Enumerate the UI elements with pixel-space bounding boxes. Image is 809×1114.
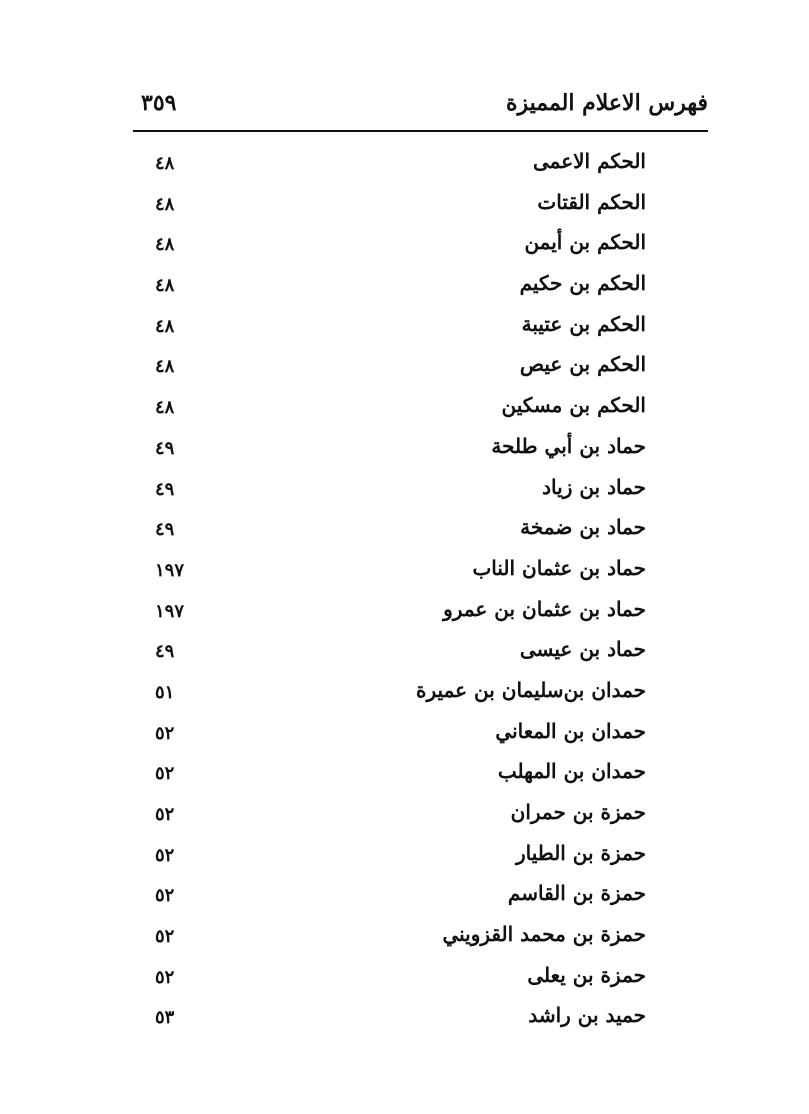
entry-name: حماد بن عيسى — [519, 637, 646, 662]
entry-page-number: ٤٨ — [155, 153, 175, 174]
entry-page-number: ٤٨ — [155, 356, 175, 378]
entry-page-number: ٤٨ — [155, 275, 175, 297]
index-entry — [0, 959, 809, 1000]
index-entry — [0, 755, 809, 796]
index-entry — [0, 715, 809, 756]
entry-name: الحكم الاعمى — [532, 149, 646, 173]
index-entry — [0, 999, 809, 1040]
entry-name: حماد بن عثمان بن عمرو — [443, 596, 646, 621]
entry-page-number: ٥١ — [155, 681, 175, 703]
index-entry — [0, 877, 809, 918]
entry-page-number: ٥٣ — [155, 1007, 175, 1029]
index-entry — [0, 552, 809, 593]
entry-page-number: ٤٩ — [155, 478, 175, 500]
entry-page-number: ١٩٧ — [155, 600, 185, 622]
entry-page-number: ٤٩ — [155, 437, 175, 459]
entry-page-number: ٤٩ — [155, 519, 175, 541]
index-entry — [0, 430, 809, 471]
entry-name: الحكم بن مسكين — [501, 393, 646, 418]
entry-name: حماد بن عثمان الناب — [472, 555, 646, 580]
entry-name: حمزة بن يعلى — [527, 962, 646, 987]
entry-page-number: ٤٨ — [155, 397, 175, 419]
entry-page-number: ٥٢ — [155, 804, 175, 825]
entry-page-number: ٥٢ — [155, 844, 175, 866]
index-entry — [0, 511, 809, 552]
index-entry — [0, 593, 809, 634]
entry-name: الحكم القتات — [537, 189, 646, 214]
index-entry — [0, 348, 809, 389]
entry-page-number: ٥٢ — [155, 885, 175, 907]
entry-name: الحكم بن عيص — [519, 352, 646, 377]
index-entry — [0, 145, 809, 186]
index-entry — [0, 918, 809, 959]
index-entry — [0, 837, 809, 878]
entry-page-number: ١٩٧ — [155, 559, 185, 581]
entry-page-number: ٥٢ — [155, 926, 175, 948]
entry-page-number: ٤٨ — [155, 234, 175, 256]
entry-page-number: ٥٢ — [155, 722, 175, 744]
entry-name: حمزة بن حمران — [510, 800, 646, 824]
entry-name: حماد بن أبي طلحة — [491, 433, 646, 458]
entry-page-number: ٥٢ — [155, 763, 175, 785]
entry-name: الحكم بن أيمن — [524, 230, 646, 255]
entry-page-number: ٤٩ — [155, 641, 175, 663]
index-entry — [0, 796, 809, 837]
entry-name: حمدان بن المعاني — [495, 718, 646, 743]
entry-name: الحكم بن حكيم — [519, 271, 646, 296]
entry-page-number: ٥٢ — [155, 966, 175, 988]
entry-name: حمدان بن المهلب — [497, 759, 646, 784]
entry-name: حمدان بن‌سليمان بن عميرة — [416, 677, 646, 702]
entry-name: حميد بن راشد — [528, 1003, 646, 1028]
page-header — [133, 88, 708, 132]
page-number: ٣٥٩ — [141, 90, 177, 116]
entry-name: حماد بن ضمخة — [520, 515, 646, 540]
index-entry — [0, 267, 809, 308]
index-list — [0, 145, 809, 1040]
index-entry — [0, 186, 809, 227]
index-entry — [0, 633, 809, 674]
entry-name: حماد بن زياد — [542, 474, 646, 499]
page-title: فهرس الاعلام المميزة — [505, 90, 708, 116]
index-entry — [0, 308, 809, 349]
entry-name: حمزة بن محمد القزويني — [442, 922, 646, 947]
index-entry — [0, 226, 809, 267]
entry-name: حمزة بن القاسم — [507, 881, 646, 906]
index-entry — [0, 674, 809, 715]
index-entry — [0, 471, 809, 512]
entry-name: الحكم بن عتيبة — [521, 311, 646, 336]
index-entry — [0, 389, 809, 430]
entry-page-number: ٤٨ — [155, 193, 175, 215]
entry-name: حمزة بن الطيار — [516, 840, 646, 865]
entry-page-number: ٤٨ — [155, 315, 175, 337]
